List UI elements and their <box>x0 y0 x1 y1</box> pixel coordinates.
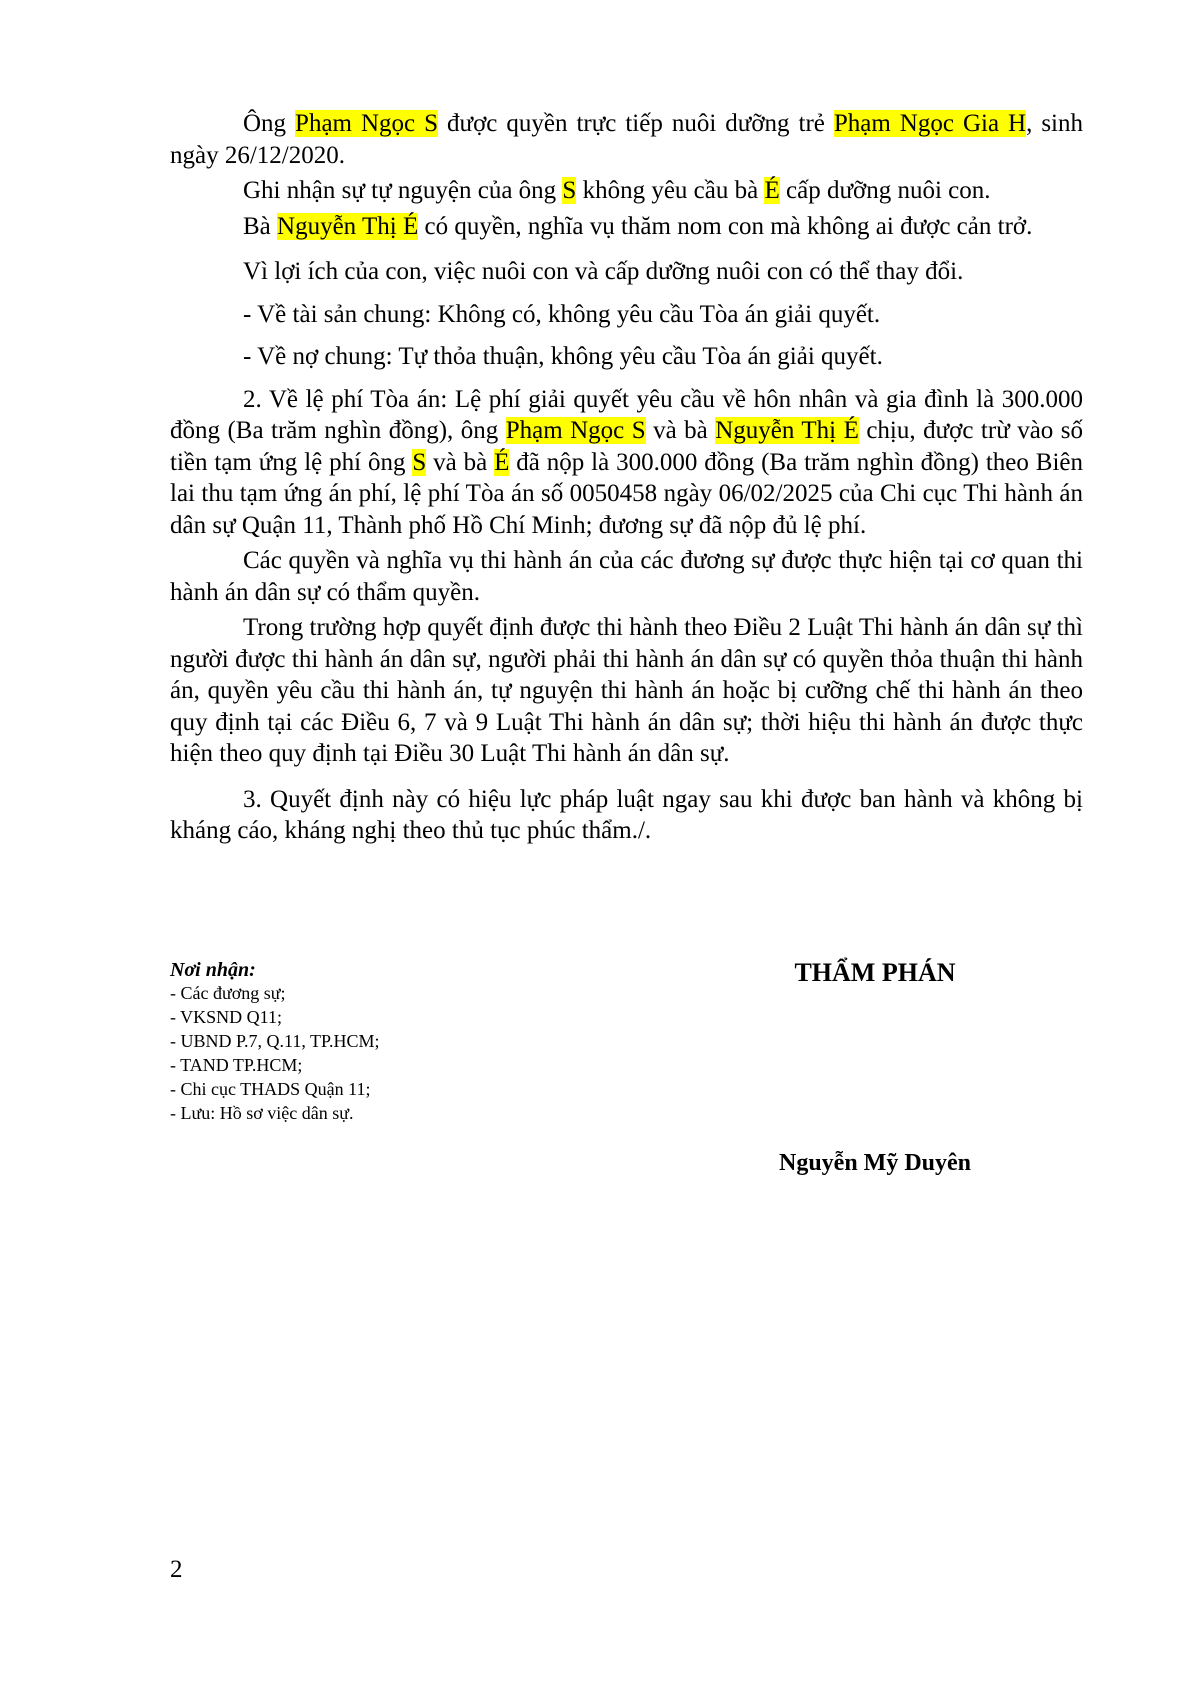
judge-title: THẨM PHÁN <box>794 958 956 987</box>
text-run: đã nộp là 300.000 đồng (Ba trăm nghìn đồng) theo Biên lai thu tạm ứng án phí, lệ phí Tòa án số 0050458 ngày 06/02/2025 của Chi cục Thi hành án dân sự Quận 11, Thành phố Hồ Chí Minh; đương sự đã nộp đủ lệ phí. <box>170 448 1083 539</box>
text-run: Bà <box>243 212 278 240</box>
text-run: và bà <box>426 448 495 476</box>
highlight-name-s: S <box>412 448 427 476</box>
paragraph-enforcement-rights: Các quyền và nghĩa vụ thi hành án của các đương sự được thực hiện tại cơ quan thi hành án dân sự có thẩm quyền. <box>170 547 1083 606</box>
text-run: và bà <box>645 417 716 444</box>
text-run: có quyền, nghĩa vụ thăm nom con mà không ai được cản trở. <box>418 212 1033 240</box>
highlight-name-e: É <box>764 177 780 204</box>
text-run: Ghi nhận sự tự nguyện của ông <box>243 177 563 204</box>
paragraph-visitation <box>170 211 1083 243</box>
text-run: cấp dưỡng nuôi con. <box>779 177 991 204</box>
recipients-block <box>170 957 590 1125</box>
highlight-name-mother: Nguyễn Thị É <box>715 417 859 444</box>
highlight-name-child: Phạm Ngọc Gia H <box>833 110 1027 137</box>
text-run: , sinh ngày 26/12/2020. <box>170 110 1084 169</box>
paragraph-common-debt: - Về nợ chung: Tự thỏa thuận, không yêu cầu Tòa án giải quyết. <box>243 343 883 370</box>
recipient-item: - TAND TP.HCM; <box>170 1055 303 1075</box>
recipients-title: Nơi nhận: <box>170 959 256 981</box>
text-run: Ông <box>243 110 296 137</box>
paragraph-no-support <box>170 175 1083 207</box>
paragraph-custody <box>170 108 1083 171</box>
highlight-name-father: Phạm Ngọc S <box>295 110 439 137</box>
text-run: được quyền trực tiếp nuôi dưỡng trẻ <box>438 110 834 137</box>
page-number: 2 <box>170 1556 183 1583</box>
recipient-item: - VKSND Q11; <box>170 1007 283 1027</box>
highlight-name-e: É <box>494 448 510 476</box>
judge-name: Nguyễn Mỹ Duyên <box>778 1150 971 1176</box>
recipient-item: - Chi cục THADS Quận 11; <box>170 1079 371 1099</box>
text-run: 2. Về lệ phí Tòa án: Lệ phí giải quyết yêu cầu về hôn nhân và gia đình là 300.000 đồng (Ba trăm nghìn đồng), ông <box>170 385 1083 444</box>
highlight-name-father: Phạm Ngọc S <box>505 417 646 444</box>
paragraph-effect: 3. Quyết định này có hiệu lực pháp luật ngay sau khi được ban hành và không bị kháng cáo, kháng nghị theo thủ tục phúc thẩm./. <box>170 785 1083 844</box>
recipient-item: - Các đương sự; <box>170 983 286 1003</box>
paragraph-enforcement-law: Trong trường hợp quyết định được thi hành theo Điều 2 Luật Thi hành án dân sự thì người được thi hành án dân sự, người phải thi hành án dân sự có quyền thỏa thuận thi hành án, quyền yêu cầu thi hành án, tự nguyện thi hành án hoặc bị cưỡng chế thi hành án theo quy định tại các Điều 6, 7 và 9 Luật Thi hành án dân sự; thời hiệu thi hành án được thực hiện theo quy định tại Điều 30 Luật Thi hành án dân sự. <box>170 614 1083 767</box>
document-body <box>170 108 1083 847</box>
recipient-item: - Lưu: Hồ sơ việc dân sự. <box>170 1103 354 1123</box>
highlight-name-mother: Nguyễn Thị É <box>277 212 419 240</box>
text-run: không yêu cầu bà <box>576 177 765 204</box>
paragraph-court-fee <box>170 384 1083 542</box>
highlight-name-s: S <box>562 177 577 204</box>
text-run: chịu, được trừ vào số tiền tạm ứng lệ phí ông <box>170 417 1084 476</box>
paragraph-child-interest: Vì lợi ích của con, việc nuôi con và cấp dưỡng nuôi con có thể thay đổi. <box>243 258 964 285</box>
paragraph-common-property: - Về tài sản chung: Không có, không yêu cầu Tòa án giải quyết. <box>243 300 881 328</box>
recipient-item: - UBND P.7, Q.11, TP.HCM; <box>170 1031 380 1051</box>
